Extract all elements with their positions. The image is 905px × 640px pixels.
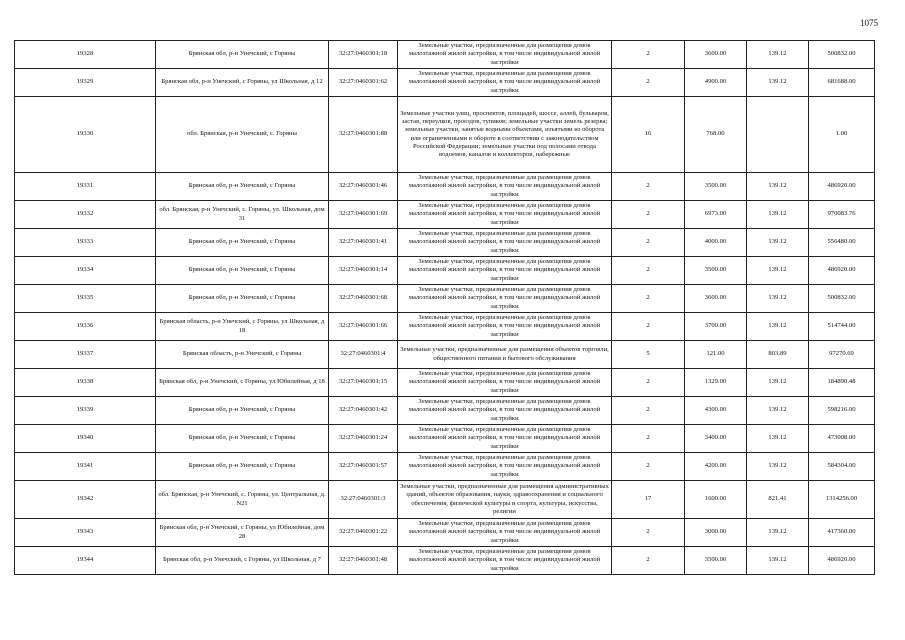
row-number: 19343: [15, 519, 156, 547]
area-cell: 4000.00: [685, 229, 747, 257]
area-cell: 1600.00: [685, 481, 747, 519]
row-number: 19337: [15, 341, 156, 369]
cadastral-number-cell: 32:27:0460301:3: [329, 481, 398, 519]
cadastral-value-cell: 500832.00: [809, 41, 875, 69]
cadastral-value-cell: 970083.76: [809, 201, 875, 229]
cadastral-number-cell: 32:27:0460301:24: [329, 425, 398, 453]
row-number: 19341: [15, 453, 156, 481]
address-cell: Брянская обл, р-н Унечский, с Горяны: [156, 453, 329, 481]
table-row: [15, 425, 875, 453]
land-use-cell: Земельные участки, предназначенные для размещения домов малоэтажной жилой застройки, в том числе индивидуальной жилой застройки: [398, 519, 612, 547]
row-number: 19330: [15, 97, 156, 173]
use-code-cell: 2: [612, 313, 685, 341]
table-row: [15, 547, 875, 575]
land-use-cell: Земельные участки, предназначенные для размещения домов малоэтажной жилой застройки, в том числе индивидуальной жилой застройки: [398, 369, 612, 397]
use-code-cell: 2: [612, 425, 685, 453]
cadastral-value-cell: 1314256.00: [809, 481, 875, 519]
row-number: 19328: [15, 41, 156, 69]
address-cell: Брянская обл, р-н Унечский, с Горяны: [156, 229, 329, 257]
use-code-cell: 2: [612, 229, 685, 257]
cadastral-number-cell: 32:27:0460301:69: [329, 201, 398, 229]
table-row: [15, 341, 875, 369]
address-cell: Брянская обл, р-н Унечский, с Горяны, ул Школьная, д 7: [156, 547, 329, 575]
area-cell: 3700.00: [685, 313, 747, 341]
area-cell: 6973.00: [685, 201, 747, 229]
address-cell: Брянская область, р-н Унечский, с Горяны, ул Школьная, д 18: [156, 313, 329, 341]
address-cell: Брянская обл, р-н Унечский, с Горяны: [156, 257, 329, 285]
row-number: 19332: [15, 201, 156, 229]
cadastral-value-cell: 486920.00: [809, 257, 875, 285]
address-cell: обл. Брянская, р-н Унечский, с. Горяны, ул. Центральная, д. N21: [156, 481, 329, 519]
specific-value-cell: 139.12: [747, 285, 809, 313]
area-cell: 3500.00: [685, 257, 747, 285]
page-number: 1075: [860, 18, 878, 28]
row-number: 19340: [15, 425, 156, 453]
cadastral-number-cell: 32:27:0460301:41: [329, 229, 398, 257]
row-number: 19342: [15, 481, 156, 519]
cadastral-value-cell: 500832.00: [809, 285, 875, 313]
use-code-cell: 2: [612, 519, 685, 547]
specific-value-cell: 139.12: [747, 453, 809, 481]
table-body: [15, 41, 875, 575]
specific-value-cell: 139.12: [747, 229, 809, 257]
land-use-cell: Земельные участки, предназначенные для размещения домов малоэтажной жилой застройки, в том числе индивидуальной жилой застройки: [398, 285, 612, 313]
area-cell: 3600.00: [685, 41, 747, 69]
use-code-cell: 5: [612, 341, 685, 369]
land-use-cell: Земельные участки, предназначенные для размещения домов малоэтажной жилой застройки, в том числе индивидуальной жилой застройки: [398, 173, 612, 201]
table-row: [15, 453, 875, 481]
specific-value-cell: [747, 97, 809, 173]
land-use-cell: Земельные участки, предназначенные для размещения домов малоэтажной жилой застройки, в том числе индивидуальной жилой застройки: [398, 41, 612, 69]
cadastral-number-cell: 32:27:0460301:66: [329, 313, 398, 341]
address-cell: обл. Брянская, р-н Унечский, с. Горяны: [156, 97, 329, 173]
row-number: 19339: [15, 397, 156, 425]
land-use-cell: Земельные участки, предназначенные для размещения домов малоэтажной жилой застройки, в том числе индивидуальной жилой застройки: [398, 69, 612, 97]
address-cell: Брянская обл, р-н Унечский, с Горяны, ул Школьная, д 12: [156, 69, 329, 97]
area-cell: 1329.00: [685, 369, 747, 397]
specific-value-cell: 139.12: [747, 547, 809, 575]
row-number: 19335: [15, 285, 156, 313]
cadastral-number-cell: 32:27:0460301:68: [329, 285, 398, 313]
table-row: [15, 369, 875, 397]
cadastral-number-cell: 32:27:0460301:14: [329, 257, 398, 285]
use-code-cell: 2: [612, 547, 685, 575]
row-number: 19336: [15, 313, 156, 341]
specific-value-cell: 803.89: [747, 341, 809, 369]
table-row: [15, 69, 875, 97]
address-cell: Брянская обл, р-н Унечский, с Горяны, ул Юбилейная, дом 28: [156, 519, 329, 547]
address-cell: Брянская обл, р-н Унечский, с Горяны: [156, 41, 329, 69]
table-row: [15, 313, 875, 341]
cadastral-number-cell: 32:27:0460301:42: [329, 397, 398, 425]
land-use-cell: Земельные участки, предназначенные для размещения домов малоэтажной жилой застройки, в том числе индивидуальной жилой застройки: [398, 425, 612, 453]
address-cell: Брянская обл, р-н Унечский, с Горяны: [156, 397, 329, 425]
area-cell: 3500.00: [685, 547, 747, 575]
use-code-cell: 2: [612, 69, 685, 97]
cadastral-number-cell: 32:27:0460301:18: [329, 41, 398, 69]
table-row: [15, 41, 875, 69]
cadastral-number-cell: 32:27:0460301:22: [329, 519, 398, 547]
cadastral-number-cell: 32:27:0460301:4: [329, 341, 398, 369]
specific-value-cell: 139.12: [747, 41, 809, 69]
land-use-cell: Земельные участки, предназначенные для размещения домов малоэтажной жилой застройки, в том числе индивидуальной жилой застройки: [398, 397, 612, 425]
cadastral-number-cell: 32:27:0460301:46: [329, 173, 398, 201]
land-registry-table: [14, 40, 875, 575]
row-number: 19331: [15, 173, 156, 201]
use-code-cell: 2: [612, 41, 685, 69]
use-code-cell: 2: [612, 453, 685, 481]
table-row: [15, 257, 875, 285]
area-cell: 3400.00: [685, 425, 747, 453]
cadastral-value-cell: 681688.00: [809, 69, 875, 97]
specific-value-cell: 821.41: [747, 481, 809, 519]
area-cell: 4300.00: [685, 397, 747, 425]
row-number: 19338: [15, 369, 156, 397]
cadastral-value-cell: 486920.00: [809, 173, 875, 201]
address-cell: Брянская обл, р-н Унечский, с Горяны: [156, 173, 329, 201]
row-number: 19333: [15, 229, 156, 257]
specific-value-cell: 139.12: [747, 201, 809, 229]
use-code-cell: 2: [612, 285, 685, 313]
specific-value-cell: 139.12: [747, 69, 809, 97]
cadastral-value-cell: 584304.00: [809, 453, 875, 481]
address-cell: Брянская обл, р-н Унечский, с Горяны: [156, 285, 329, 313]
cadastral-number-cell: 32:27:0460301:57: [329, 453, 398, 481]
table-row: [15, 285, 875, 313]
area-cell: 121.00: [685, 341, 747, 369]
cadastral-value-cell: 184890.48: [809, 369, 875, 397]
specific-value-cell: 139.12: [747, 519, 809, 547]
cadastral-value-cell: 1.00: [809, 97, 875, 173]
land-use-cell: Земельные участки, предназначенные для размещения домов малоэтажной жилой застройки, в том числе индивидуальной жилой застройки: [398, 257, 612, 285]
address-cell: Брянская обл, р-н Унечский, с Горяны: [156, 425, 329, 453]
use-code-cell: 17: [612, 481, 685, 519]
specific-value-cell: 139.12: [747, 173, 809, 201]
cadastral-value-cell: 514744.00: [809, 313, 875, 341]
land-use-cell: Земельные участки, предназначенные для размещения домов малоэтажной жилой застройки, в том числе индивидуальной жилой застройки: [398, 201, 612, 229]
use-code-cell: 2: [612, 369, 685, 397]
specific-value-cell: 139.12: [747, 257, 809, 285]
table-row: [15, 397, 875, 425]
use-code-cell: 2: [612, 173, 685, 201]
table-row: [15, 97, 875, 173]
land-use-cell: Земельные участки, предназначенные для размещения домов малоэтажной жилой застройки, в том числе индивидуальной жилой застройки: [398, 547, 612, 575]
land-use-cell: Земельные участки, предназначенные для размещения административных зданий, объектов образования, науки, здравоохранения и социального обеспечения, физической культуры и спорта, культуры, искусства, религии: [398, 481, 612, 519]
land-use-cell: Земельные участки, предназначенные для размещения домов малоэтажной жилой застройки, в том числе индивидуальной жилой застройки: [398, 453, 612, 481]
land-use-cell: Земельные участки, предназначенные для размещения домов малоэтажной жилой застройки, в том числе индивидуальной жилой застройки: [398, 229, 612, 257]
specific-value-cell: 139.12: [747, 369, 809, 397]
area-cell: 4200.00: [685, 453, 747, 481]
cadastral-number-cell: 32:27:0460301:15: [329, 369, 398, 397]
row-number: 19329: [15, 69, 156, 97]
area-cell: 3000.00: [685, 519, 747, 547]
table-row: [15, 481, 875, 519]
cadastral-number-cell: 32:27:0460301:88: [329, 97, 398, 173]
address-cell: Брянская обл, р-н Унечский, с Горяны, ул Юбилейная, д 18: [156, 369, 329, 397]
cadastral-value-cell: 417360.00: [809, 519, 875, 547]
use-code-cell: 2: [612, 201, 685, 229]
address-cell: обл. Брянская, р-н Унечский, с. Горяны, ул. Школьная, дом 31: [156, 201, 329, 229]
table-row: [15, 201, 875, 229]
cadastral-number-cell: 32:27:0460301:48: [329, 547, 398, 575]
cadastral-value-cell: 556480.00: [809, 229, 875, 257]
area-cell: 768.00: [685, 97, 747, 173]
use-code-cell: 16: [612, 97, 685, 173]
area-cell: 4900.00: [685, 69, 747, 97]
table-row: [15, 173, 875, 201]
land-use-cell: Земельные участки, предназначенные для размещения домов малоэтажной жилой застройки, в том числе индивидуальной жилой застройки: [398, 313, 612, 341]
specific-value-cell: 139.12: [747, 313, 809, 341]
cadastral-value-cell: 473008.00: [809, 425, 875, 453]
specific-value-cell: 139.12: [747, 397, 809, 425]
address-cell: Брянская область, р-н Унечский, с Горяны: [156, 341, 329, 369]
cadastral-value-cell: 486920.00: [809, 547, 875, 575]
use-code-cell: 2: [612, 257, 685, 285]
cadastral-number-cell: 32:27:0460301:62: [329, 69, 398, 97]
area-cell: 3500.00: [685, 173, 747, 201]
table-row: [15, 229, 875, 257]
row-number: 19344: [15, 547, 156, 575]
land-use-cell: Земельные участки улиц, проспектов, площадей, шоссе, аллей, бульваров, застав, переулков, проездов, тупиков; земельные участки земель резерва; земельные участки, занятые водными объектами, изъятыми из оборота или ограниченными в обороте в соответствии с законодательством Российской Федерации; земельные участки под полосами отвода водоемов, каналов и коллекторов, набережные: [398, 97, 612, 173]
use-code-cell: 2: [612, 397, 685, 425]
row-number: 19334: [15, 257, 156, 285]
land-use-cell: Земельные участки, предназначенные для размещения объектов торговли, общественного питания и бытового обслуживания: [398, 341, 612, 369]
area-cell: 3600.00: [685, 285, 747, 313]
cadastral-value-cell: 598216.00: [809, 397, 875, 425]
table-row: [15, 519, 875, 547]
specific-value-cell: 139.12: [747, 425, 809, 453]
cadastral-value-cell: 97270.69: [809, 341, 875, 369]
